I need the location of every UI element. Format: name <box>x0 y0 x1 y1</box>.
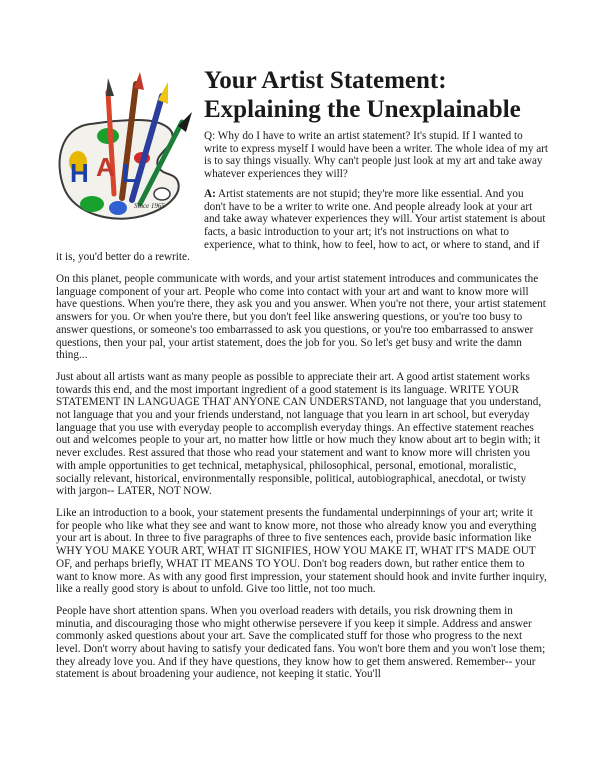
page-title <box>204 66 574 124</box>
logo-letter-a: A <box>96 152 115 182</box>
article-body <box>56 130 548 690</box>
title-line-1: Your Artist Statement: <box>204 67 447 94</box>
answer-label: A: <box>204 187 216 200</box>
title-line-2: Explaining the Unexplainable <box>204 96 521 123</box>
body-paragraph-2: Just about all artists want as many people as possible to appreciate their art. A good artist statement works towards this end, and the most important ingredient of a good statement is its language. WRITE YOUR STATEMENT IN LANGUAGE THAT ANYONE CAN UNDERSTAND, not language that you understand, not language that you and your friends understand, not language that you learn in art school, but everyday language that you use with everyday people to accomplish everyday things. An effective statement reaches out and welcomes people to your art, no matter how little or how much they know about art to begin with; it never excludes. Rest assured that those who read your statement and want to know more will christen you with ample opportunities to get technical, metaphysical, philosophical, personal, emotional, moralistic, socially relevant, historical, environmentally responsible, political, autobiographical, anecdotal, or twisty with jargon-- LATER, NOT NOW. <box>56 370 542 498</box>
logo-since: Since 1965 <box>134 202 165 210</box>
answer-text: Artist statements are not stupid; they're more like essential. And you don't have to be a writer to write one. And people already look at your art and take away whatever experiences they will. Your artist statement is about facts, a basic introduction to your art; it's not instructions on what to experience, what to think, how to feel, how to act, or where to stand, and if it is, you'd better do a rewrite. <box>56 187 546 264</box>
logo-spacer <box>56 130 204 246</box>
body-paragraph-3: Like an introduction to a book, your statement presents the fundamental underpinnings of your art; write it for people who like what they see and want to know more, not those who already know you and everything your art is about. In three to five paragraphs of three to five sentences each, provide basic information like WHY YOU MAKE YOUR ART, WHAT IT SIGNIFIES, HOW YOU MAKE IT, WHAT IT'S MADE OUT OF, and perhaps briefly, WHAT IT MEANS TO YOU. Don't bog readers down, but rather entice them to want to know more. As with any good first impression, your statement should hook and invite further inquiry, like a really good story is about to unfold. Give too little, not too much. <box>56 506 547 596</box>
body-paragraph-1: On this planet, people communicate with words, and your artist statement introduces and communicates the language component of your art. People who come into contact with your art and want to know more will have questions. When you're there, they ask you and you answer. When you're not there, your artist statement answers for you. Or when you're there, but you don't feel like answering questions, or you're too busy to answer questions, or someone's too embarrassed to ask you questions, or you're too embarrassed to answer questions, then your pal, your artist statement, does the job for you. So let's get busy and write the damn thing... <box>56 273 546 362</box>
logo-letter-h: H <box>70 158 89 188</box>
body-paragraph-4: People have short attention spans. When you overload readers with details, you risk drowning them in minutia, and discouraging those who might otherwise persevere if you keep it simple. Address and answer commonly asked questions about your art. Save the complicated stuff for those who progress to the next level. Don't worry about having to satisfy your dedicated fans. You won't bore them and you won't lose them; they already love you. And if they have questions, they know how to get them answered. Remember-- your statement is about broadening your audience, not keeping it static. You'll <box>56 604 546 681</box>
question-paragraph: Q: Why do I have to write an artist statement? It's stupid. If I wanted to write to express myself I would have been a writer. The whole idea of my art is to say things visually. Why can't people just look at my art and take away whatever experiences they will? <box>204 130 549 181</box>
logo-letter-l: L <box>122 158 138 188</box>
